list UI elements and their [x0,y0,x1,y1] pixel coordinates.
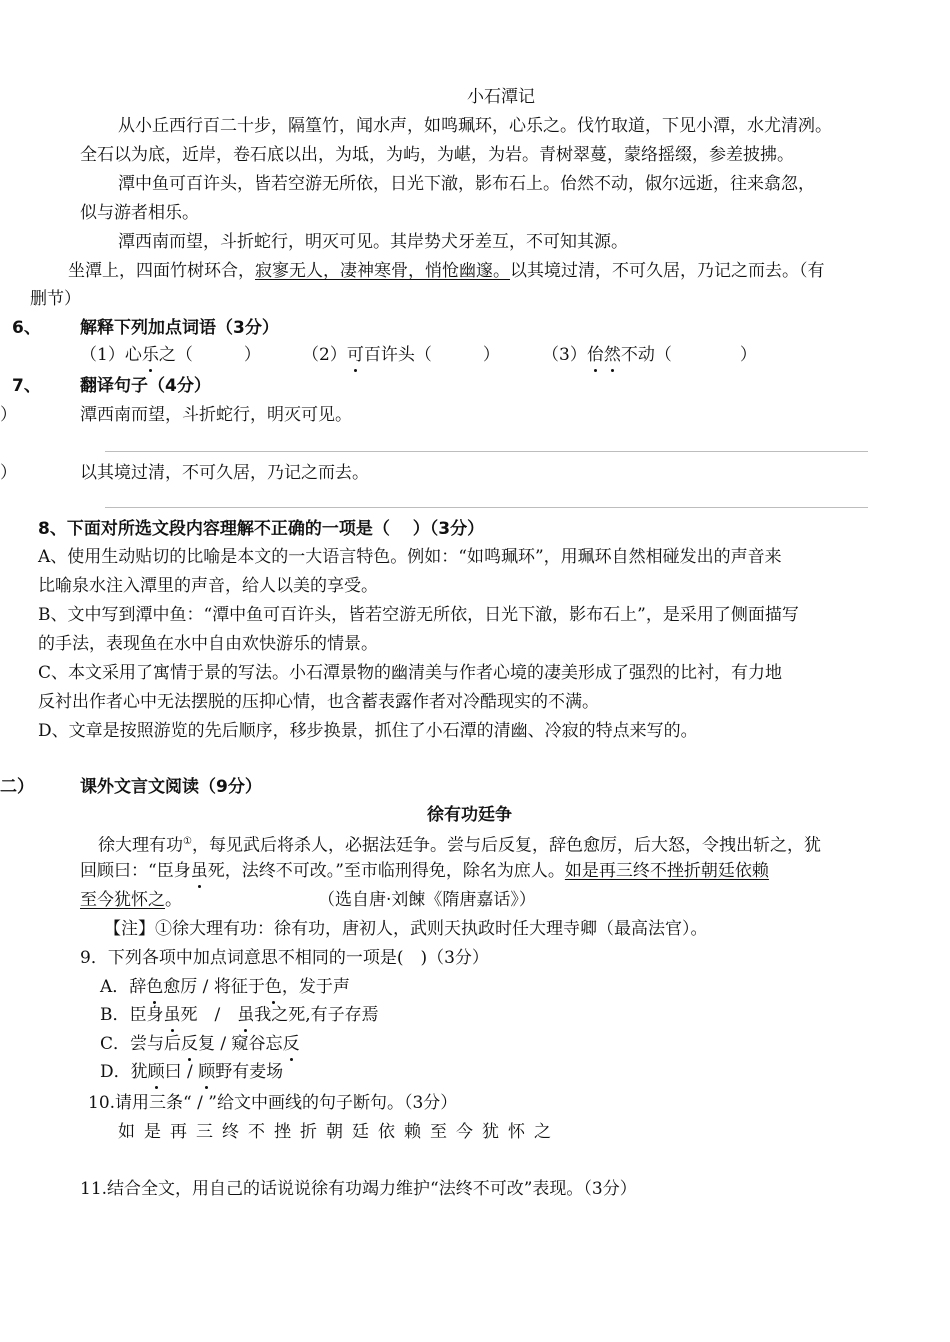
dotted-word: 虽 [190,861,208,881]
dotted-word: 虽 [237,1005,255,1025]
passage-line: 删节） [30,289,81,309]
passage-text: 徐大理有功 [98,835,183,856]
passage-line: 全石以为底，近岸，卷石底以出，为坻，为屿，为嵁，为岩。青树翠蔓，蒙络摇缀，参差披拂。 [80,145,794,165]
dotted-word: 可 [346,345,364,365]
option-b[interactable]: B．臣身虽死 / 虽我之死,有子存焉 [100,1005,379,1025]
question-title: 11.结合全文，用自己的话说说徐有功竭力维护“法终不可改”表现。（3分） [80,1179,637,1199]
passage-line: 潭中鱼可百许头，皆若空游无所依，日光下澈，影布石上。佁然不动，俶尔远逝，往来翕忽， [118,174,815,194]
question-number: 6、 [12,318,41,338]
passage-line: 似与游者相乐。 [80,203,199,223]
question-title: 翻译句子（4分） [80,376,211,396]
dotted-word: 虽 [163,1005,181,1025]
passage-line [68,260,825,282]
dotted-word: 色 [146,977,164,997]
passage-text: 以其境过清，不可久居，乃记之而去。（有 [510,261,825,281]
passage-text: 死，法终不可改。”至市临刑得免，除名为庶人。 [207,861,565,881]
dotted-word: 反 [181,1034,199,1054]
passage-text: 。 [165,890,182,910]
question-title: 解释下列加点词语（3分） [80,318,279,338]
answer-line-rule[interactable] [105,451,868,452]
option-a: A、使用生动贴切的比喻是本文的一大语言特色。例如：“如鸣珮环”，用珮环自然相碰发出的声音来 [38,547,782,567]
option-c: C、本文采用了寓情于景的写法。小石潭景物的幽清美与作者心境的凄美形成了强烈的比衬，有力地 [38,663,783,683]
section-number: 二） [0,777,34,797]
passage-line: 潭西南而望，斗折蛇行，明灭可见。其岸势犬牙差互，不可知其源。 [118,232,628,252]
dotted-word: 顾 [198,1062,216,1082]
answer-blank[interactable]: 不动（ ） [620,345,757,365]
question-title: 10.请用三条“ / ”给文中画线的句子断句。（3分） [88,1093,458,1113]
source-citation: （选自唐·刘餗《隋唐嘉话》） [318,890,536,910]
passage-line: 从小丘西行百二十步，隔篁竹，闻水声，如鸣珮环，心乐之。伐竹取道，下见小潭，水尤清冽。 [118,116,832,136]
dotted-word: 然 [603,345,621,365]
answer-blank[interactable]: 之（ ） [158,345,261,365]
passage-line [80,889,182,911]
passage-text: ，每见武后将杀人，必据法廷争。尝与后反复，辞色愈厉，后大怒，令拽出斩之，犹 [191,835,821,856]
item-marker: ） [0,405,17,425]
passage-line [80,860,769,882]
option-b: B、文中写到潭中鱼：“潭中鱼可百许头，皆若空游无所依，日光下澈，影布石上”，是采用了侧面描写 [38,605,799,625]
answer-blank[interactable]: 百许头（ ） [363,345,500,365]
underlined-sentence: 如是再三终不挫折朝廷依赖 [564,861,769,881]
option-a-cont: 比喻泉水注入潭里的声音，给人以美的享受。 [38,576,378,596]
option-a[interactable]: A．辞色愈厉 / 将征于色，发于声 [100,977,350,997]
translate-sentence: 以其境过清，不可久居，乃记之而去。 [80,463,369,483]
question-title: 9．下列各项中加点词意思不相同的一项是( )（3分） [80,948,489,968]
passage-text: 回顾曰：“臣身 [80,861,191,881]
section-title: 课外文言文阅读（9分） [80,777,262,797]
option-b-cont: 的手法，表现鱼在水中自由欢快游乐的情景。 [38,634,378,654]
segmentation-sentence[interactable]: 如是再三终不挫折朝廷依赖至今犹怀之 [118,1122,560,1142]
passage-title: 徐有功廷争 [427,805,512,825]
item-label: （3） [542,345,587,365]
footnote-ref: ① [183,836,192,847]
passage-line [98,831,821,857]
item-label: （1）心 [80,345,142,365]
dotted-word: 反 [282,1034,300,1054]
footnote: 【注】①徐大理有功：徐有功，唐初人，武则天执政时任大理寺卿（最高法官）。 [104,919,708,939]
translate-sentence: 潭西南而望，斗折蛇行，明灭可见。 [80,405,352,425]
dotted-word: 乐 [141,345,159,365]
answer-line [542,344,757,366]
answer-line [80,344,261,366]
underlined-sentence: 寂寥无人，凄神寒骨，悄怆幽邃。 [255,261,510,281]
item-marker: ） [0,463,17,483]
item-label: （2） [302,345,347,365]
option-d[interactable]: D．犹顾曰 / 顾野有麦场 [100,1062,284,1082]
option-c-cont: 反衬出作者心中无法摆脱的压抑心情，也含蓄表露作者对冷酷现实的不满。 [38,692,599,712]
dotted-word: 色 [264,977,282,997]
question-number: 7、 [12,376,41,396]
question-title: 8、下面对所选文段内容理解不正确的一项是（ ）（3分） [38,519,485,539]
underlined-sentence: 至今犹怀之 [80,890,165,910]
answer-line-rule[interactable] [105,507,868,508]
passage-title: 小石潭记 [467,87,535,107]
dotted-word: 佁 [586,345,604,365]
dotted-word: 顾 [147,1062,165,1082]
option-c[interactable]: C．尝与后反复 / 窥谷忘反 [100,1034,300,1054]
passage-text: 坐潭上，四面竹树环合， [68,261,255,281]
answer-line [302,344,500,366]
option-d: D、文章是按照游览的先后顺序，移步换景，抓住了小石潭的清幽、冷寂的特点来写的。 [38,721,698,741]
